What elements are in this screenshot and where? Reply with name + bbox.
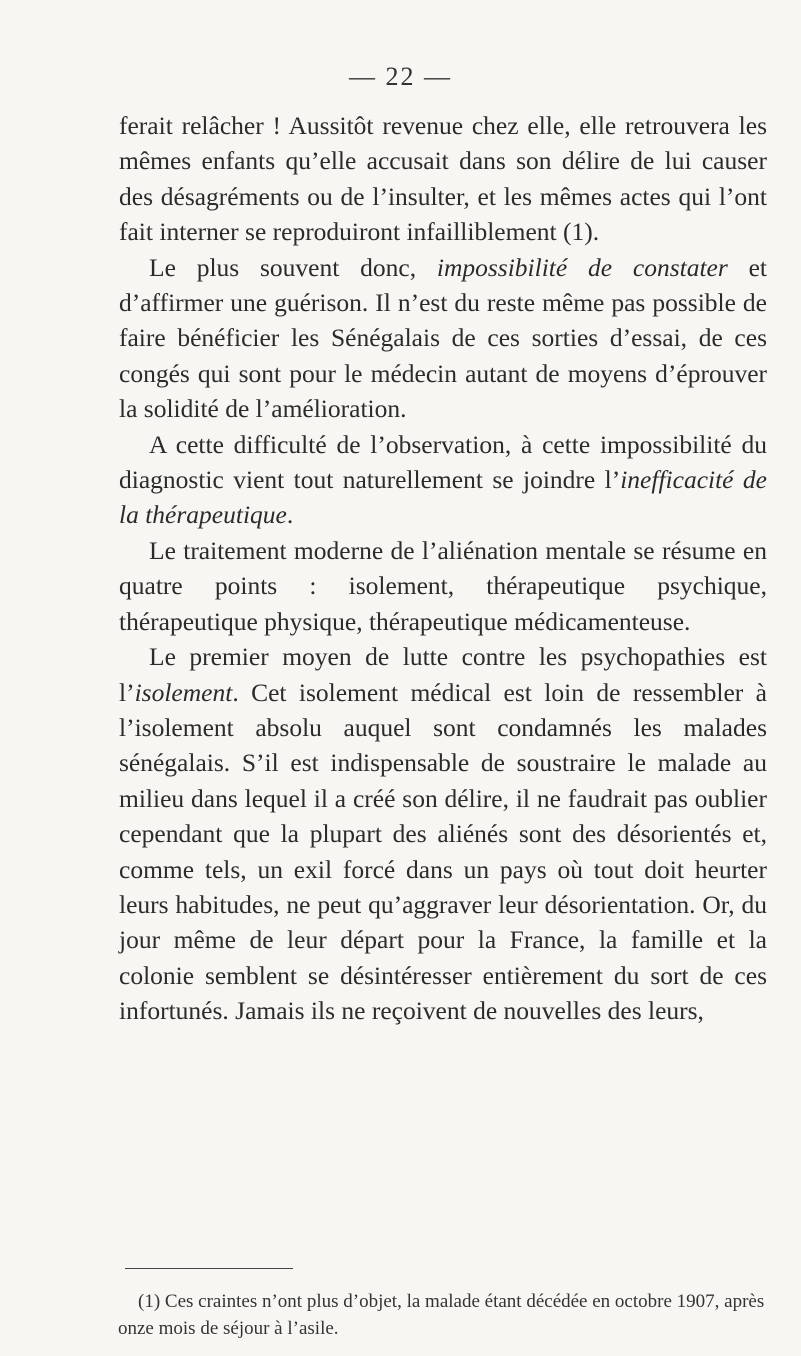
paragraph-2-text-b: et d’affirmer une guérison. Il n’est du reste même pas possible de faire bénéficier les Sénégalais de ces sorties d’essai, de ces congés qui sont pour le médecin autant de moyens d’éprouver la solidité de l’amélioration. bbox=[119, 252, 767, 424]
paragraph-5 bbox=[119, 639, 767, 1028]
paragraph-5-text-b: . Cet isolement médical est loin de ressembler à l’isolement absolu auquel sont condamnés les malades sénégalais. S’il est indispensable de soustraire le malade au milieu dans lequel il a créé son délire, il ne faudrait pas oublier cependant que la plupart des aliénés sont des désorientés et, comme tels, un exil forcé dans un pays où tout doit heurter leurs habitudes, ne peut qu’aggraver leur désorientation. Or, du jour même de leur départ pour la France, la famille et la colonie semblent se désintéresser entièrement du sort de ces infortunés. Jamais ils ne reçoivent de nouvelles des leurs, bbox=[119, 677, 767, 1026]
footnote: (1) Ces craintes n’ont plus d’objet, la malade étant décédée en octobre 1907, après onze mois de séjour à l’asile. bbox=[118, 1291, 765, 1339]
paragraph-3-emphasis: inefficacité de la thérapeutique bbox=[119, 465, 767, 530]
footnote-rule bbox=[125, 1268, 293, 1269]
paragraph-3-text-a: A cette difficulté de l’observation, à cette impossibilité du diagnostic vient tout naturellement se joindre l’ bbox=[119, 429, 767, 495]
paragraph-1 bbox=[119, 108, 767, 250]
paragraph-4 bbox=[119, 533, 767, 639]
paragraph-3 bbox=[119, 427, 767, 533]
body-text bbox=[119, 108, 767, 1029]
paragraph-5-text-a: Le premier moyen de lutte contre les psychopathies est l’ bbox=[119, 642, 767, 707]
paragraph-2-emphasis: impossibilité de constater bbox=[436, 252, 728, 282]
paragraph-2-text-a: Le plus souvent donc, bbox=[149, 252, 437, 282]
page-number: — 22 — bbox=[349, 62, 452, 91]
paragraph-1-text: ferait relâcher ! Aussitôt revenue chez elle, elle retrouvera les mêmes enfants qu’elle accusait dans son délire de lui causer des désagréments ou de l’insulter, et les mêmes actes qui l’ont fait interner se reproduiront infailliblement (1). bbox=[119, 111, 767, 247]
paragraph-4-text: Le traitement moderne de l’aliénation mentale se résume en quatre points : isolement, thérapeutique psychique, thérapeutique physique, thérapeutique médicamenteuse. bbox=[119, 535, 767, 636]
paragraph-2 bbox=[119, 250, 767, 427]
paragraph-3-text-b: . bbox=[286, 500, 294, 530]
paragraph-5-emphasis: isolement bbox=[134, 677, 233, 707]
